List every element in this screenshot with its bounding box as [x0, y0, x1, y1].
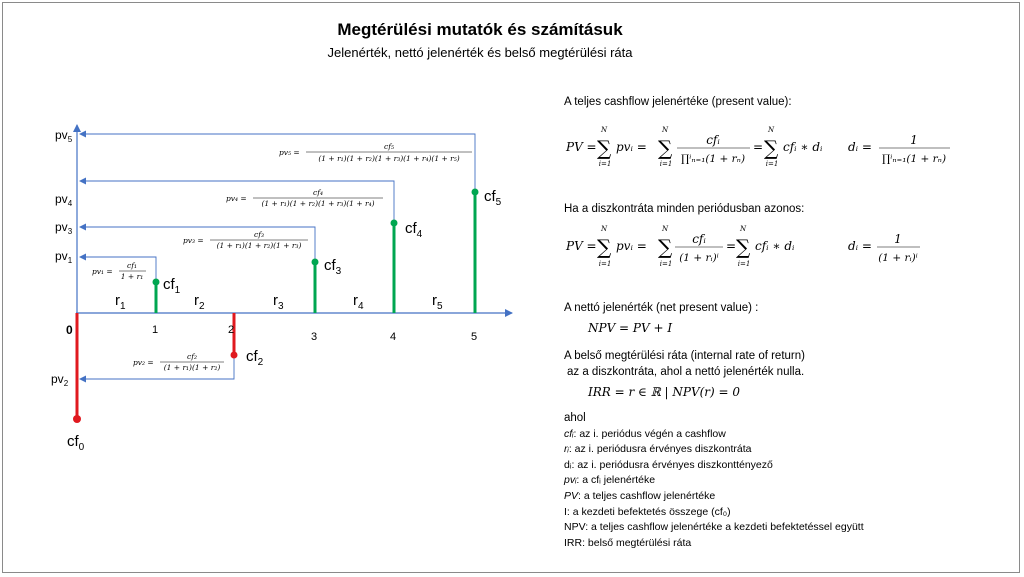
svg-text:pv₄ =: pv₄ = [226, 194, 247, 203]
svg-text:(1 + r₁)(1 + r₂)(1 + r₃): (1 + r₁)(1 + r₂)(1 + r₃) [216, 241, 302, 250]
svg-text:1: 1 [894, 232, 902, 246]
cf4-dot [391, 220, 398, 227]
svg-text:i=1: i=1 [598, 260, 612, 268]
svg-text:i=1: i=1 [598, 160, 612, 168]
glossary-item: rᵢ: az i. periódusra érvényes diszkontráta [564, 443, 752, 456]
npv-heading: A nettó jelenérték (net present value) : [564, 302, 759, 314]
svg-text:cfᵢ: cfᵢ [706, 133, 720, 147]
period-label-2: 2 [228, 324, 235, 336]
cf3-dot [312, 259, 319, 266]
period-label-3: 3 [311, 331, 318, 343]
glossary-head: ahol [564, 412, 586, 424]
svg-text:cf₄: cf₄ [313, 188, 323, 197]
svg-text:N: N [739, 225, 747, 233]
svg-text:N: N [661, 225, 669, 233]
period-label-5: 5 [471, 331, 478, 343]
cf5-label: $cf_5$ [484, 188, 502, 208]
svg-text:cf₁: cf₁ [127, 261, 137, 270]
svg-text:N: N [661, 126, 669, 134]
pv3-label: $pv_3$ [55, 220, 73, 236]
svg-text:dᵢ =: dᵢ = [848, 239, 872, 253]
glossary-item: I: a kezdeti befektetés összege (cf₀) [564, 505, 731, 518]
svg-text:cf₅: cf₅ [384, 142, 394, 151]
pv-heading: A teljes cashflow jelenértéke (present value): [564, 96, 792, 108]
svg-text:∏ⁱₙ₌₁(1 + rₙ): ∏ⁱₙ₌₁(1 + rₙ) [881, 153, 947, 165]
period-label-0: 0 [66, 323, 73, 337]
svg-text:∑: ∑ [597, 136, 612, 160]
irr-formula: IRR = r ∈ ℝ | NPV(r) = 0 [588, 385, 741, 399]
glossary-item: PV: a teljes cashflow jelenértéke [564, 489, 716, 502]
cf0-label: $cf_0$ [67, 433, 85, 453]
rate-label-1: $r_1$ [115, 292, 126, 312]
pv2-label: $pv_2$ [51, 372, 69, 388]
svg-text:(1 + r₁)(1 + r₂): (1 + r₁)(1 + r₂) [163, 363, 221, 372]
svg-text:(1 + rᵢ)ⁱ: (1 + rᵢ)ⁱ [679, 252, 719, 264]
glossary-item: dᵢ: az i. periódusra érvényes diszkonttényező [564, 458, 773, 471]
svg-text:pvᵢ =: pvᵢ = [616, 140, 647, 154]
svg-text:∏ⁱₙ₌₁(1 + rₙ): ∏ⁱₙ₌₁(1 + rₙ) [680, 153, 746, 165]
glossary-item: pvᵢ: a cfᵢ jelenértéke [564, 474, 656, 487]
svg-text:i=1: i=1 [659, 160, 673, 168]
period-label-1: 1 [152, 324, 159, 336]
svg-text:∑: ∑ [597, 235, 612, 259]
cashflow-timeline-diagram [0, 0, 540, 470]
pv3-formula [183, 230, 308, 250]
svg-text:1: 1 [910, 133, 918, 147]
pv5-label: $pv_5$ [55, 128, 73, 144]
svg-text:=: = [753, 140, 764, 154]
svg-text:pv₅ =: pv₅ = [279, 148, 300, 157]
svg-text:i=1: i=1 [737, 260, 751, 268]
svg-text:N: N [600, 225, 608, 233]
npv-formula: NPV = PV + I [588, 321, 673, 335]
svg-text:cfᵢ: cfᵢ [692, 232, 706, 246]
svg-text:(1 + rᵢ)ⁱ: (1 + rᵢ)ⁱ [878, 252, 918, 264]
svg-text:pvᵢ =: pvᵢ = [616, 239, 647, 253]
constant-rate-heading: Ha a diszkontráta minden periódusban azonos: [564, 203, 805, 215]
pv1-label: $pv_1$ [55, 249, 73, 265]
svg-text:(1 + r₁)(1 + r₂)(1 + r₃)(1 + r: (1 + r₁)(1 + r₂)(1 + r₃)(1 + r₄) [261, 199, 375, 208]
cf2-dot [231, 352, 238, 359]
svg-text:PV =: PV = [566, 239, 597, 253]
svg-text:cfᵢ ∗ dᵢ: cfᵢ ∗ dᵢ [783, 140, 823, 154]
rate-label-4: $r_4$ [353, 292, 364, 312]
svg-text:∑: ∑ [658, 235, 673, 259]
irr-heading-line-2: az a diszkontráta, ahol a nettó jelenérték nulla. [567, 366, 805, 378]
slide-subtitle: Jelenérték, nettó jelenérték és belső megtérülési ráta [327, 45, 633, 60]
svg-text:i=1: i=1 [765, 160, 779, 168]
pv5-formula [279, 142, 472, 163]
cf2-label: $cf_2$ [246, 348, 264, 368]
glossary-item: cfᵢ: az i. periódus végén a cashflow [564, 427, 726, 440]
svg-text:∑: ∑ [658, 136, 673, 160]
svg-text:pv₁ =: pv₁ = [92, 267, 113, 276]
cf5-dot [472, 189, 479, 196]
rate-label-2: $r_2$ [194, 292, 205, 312]
cf3-label: $cf_3$ [324, 257, 342, 277]
svg-text:(1 + r₁)(1 + r₂)(1 + r₃)(1 + r: (1 + r₁)(1 + r₂)(1 + r₃)(1 + r₄)(1 + r₅) [318, 154, 460, 163]
glossary-item: IRR: belső megtérülési ráta [564, 536, 692, 549]
glossary [564, 411, 864, 551]
svg-text:=: = [726, 239, 737, 253]
pv4-formula [226, 188, 383, 208]
cf0-dot [73, 415, 81, 423]
svg-text:pv₂ =: pv₂ = [133, 358, 154, 367]
svg-text:1 + r₁: 1 + r₁ [120, 272, 144, 281]
svg-text:dᵢ =: dᵢ = [848, 140, 872, 154]
cf1-label: $cf_1$ [163, 276, 181, 296]
svg-text:i=1: i=1 [659, 260, 673, 268]
pv2-formula [133, 352, 224, 372]
svg-text:PV =: PV = [566, 140, 597, 154]
rate-label-3: $r_3$ [273, 292, 284, 312]
rate-label-5: $r_5$ [432, 292, 443, 312]
irr-heading-line-1: A belső megtérülési ráta (internal rate of return) [564, 350, 805, 362]
pv1-formula [92, 261, 146, 281]
svg-text:pv₃ =: pv₃ = [183, 236, 204, 245]
cf4-label: $cf_4$ [405, 220, 423, 240]
cf1-dot [153, 279, 160, 286]
svg-text:cfᵢ ∗ dᵢ: cfᵢ ∗ dᵢ [755, 239, 795, 253]
svg-text:cf₃: cf₃ [254, 230, 264, 239]
slide-title: Megtérülési mutatók és számításuk [337, 20, 623, 39]
svg-text:cf₂: cf₂ [187, 352, 197, 361]
svg-text:∑: ∑ [764, 136, 779, 160]
svg-text:∑: ∑ [736, 235, 751, 259]
pv4-label: $pv_4$ [55, 192, 73, 208]
glossary-item: NPV: a teljes cashflow jelenértéke a kezdeti befektetéssel együtt [564, 521, 864, 534]
period-label-4: 4 [390, 331, 397, 343]
svg-text:N: N [600, 126, 608, 134]
svg-text:N: N [767, 126, 775, 134]
